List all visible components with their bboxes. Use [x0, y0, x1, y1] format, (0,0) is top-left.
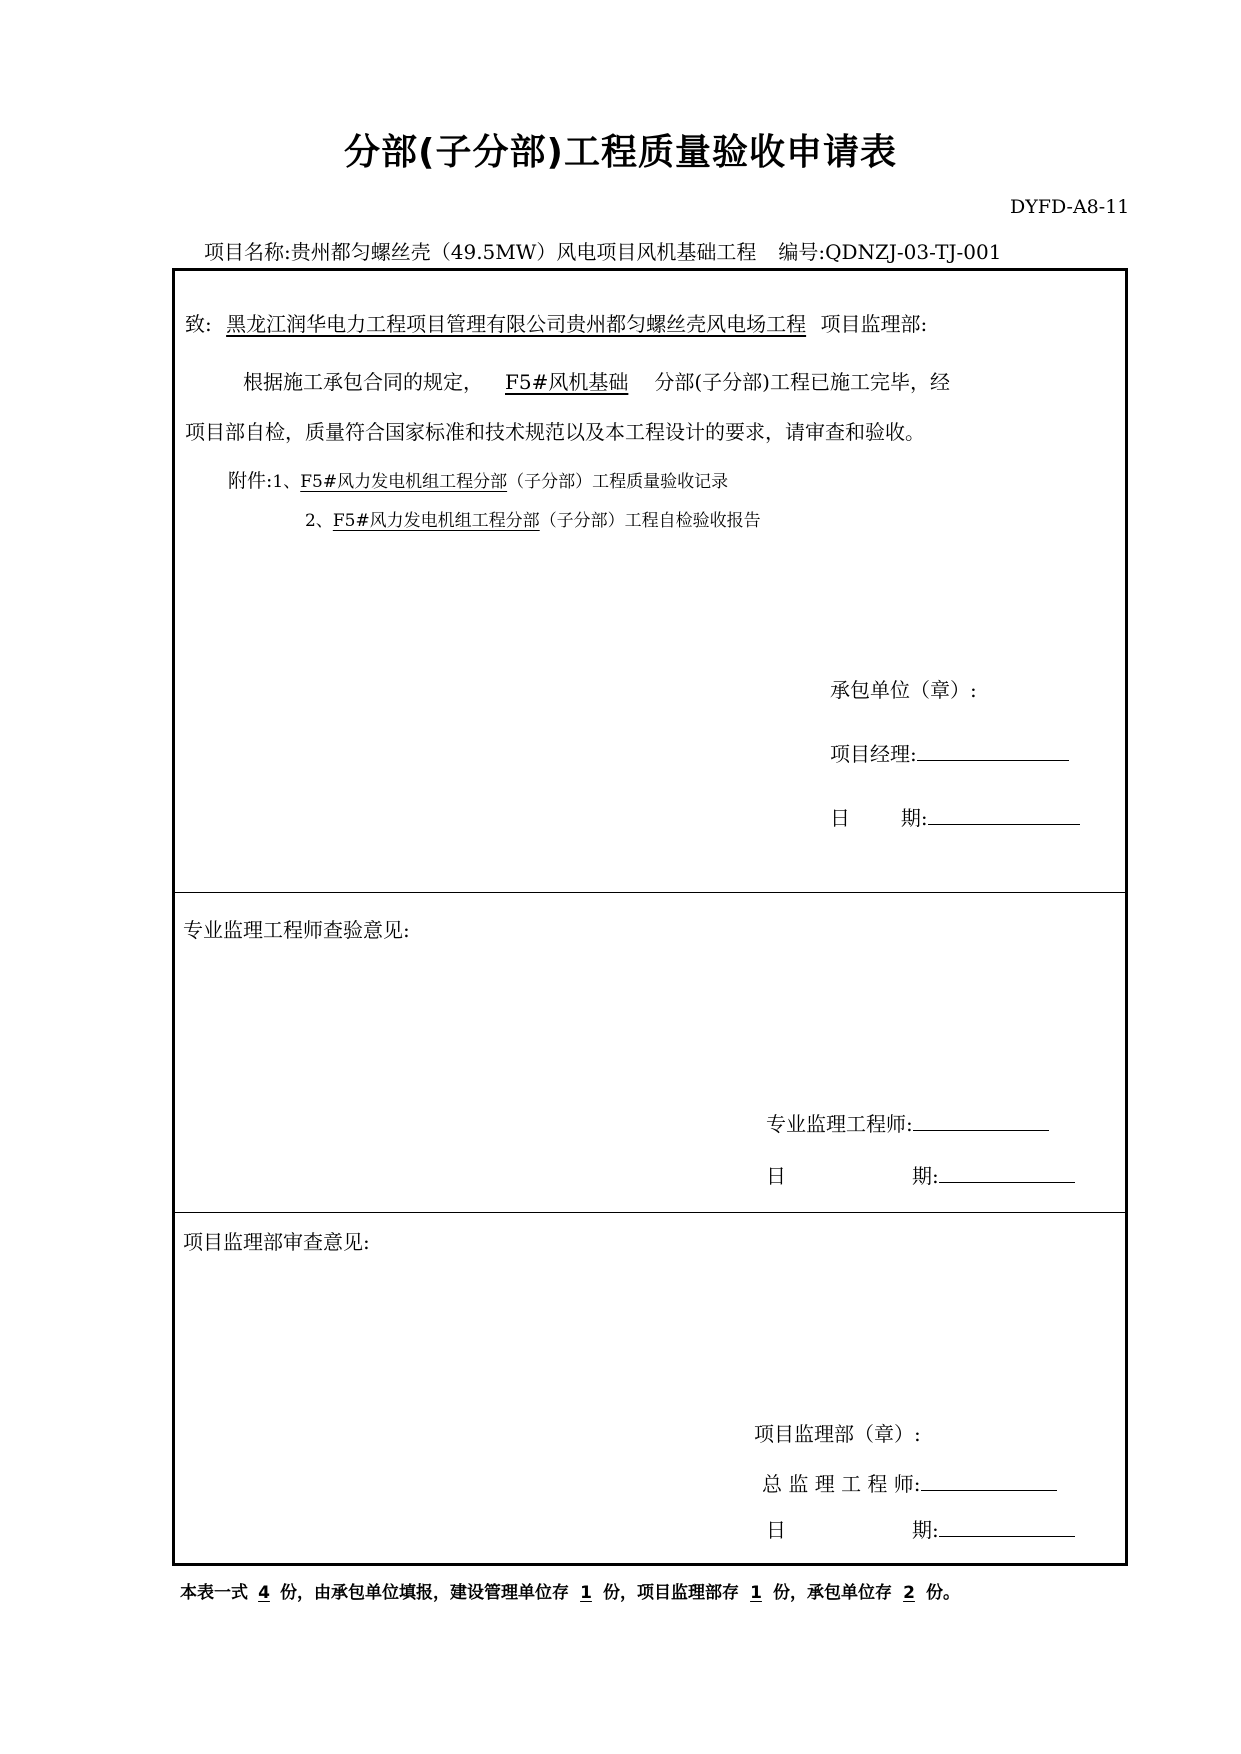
paragraph-text: 分部(子分部)工程已施工完毕，经 [654, 370, 950, 394]
supervision-seal-label: 项目监理部（章）: [754, 1422, 921, 1446]
chief-engineer-row [762, 1468, 1057, 1497]
manager-signature-field[interactable] [917, 740, 1069, 761]
paragraph-text: 根据施工承包合同的规定， [243, 370, 483, 394]
application-paragraph-line1 [243, 366, 950, 395]
sub-project-name: F5#风机基础 [505, 370, 629, 394]
recipient-name: 黑龙江润华电力工程项目管理有限公司贵州都匀螺丝壳风电场工程 [226, 312, 807, 336]
supervision-date-field[interactable] [939, 1516, 1075, 1537]
footer-text: 份。 [926, 1583, 960, 1603]
application-paragraph-line2: 项目部自检，质量符合国家标准和技术规范以及本工程设计的要求，请审查和验收。 [185, 420, 925, 444]
date-label: 日 期: [830, 806, 928, 830]
recipient-suffix: 项目监理部: [820, 312, 928, 336]
copies-contractor: 2 [903, 1583, 915, 1603]
form-title: 分部(子分部)工程质量验收申请表 [344, 132, 897, 173]
manager-label: 项目经理: [830, 742, 917, 766]
chief-engineer-signature-field[interactable] [921, 1470, 1057, 1491]
date-label-left: 日 [766, 1164, 786, 1188]
manager-signature-row [830, 738, 1069, 767]
engineer-section-heading: 专业监理工程师查验意见: [183, 918, 410, 942]
attachment-2 [305, 506, 761, 531]
recipient-line [185, 308, 927, 337]
copies-supervision: 1 [750, 1583, 762, 1603]
copies-total: 4 [258, 1583, 270, 1603]
engineer-date-row [766, 1160, 1075, 1189]
to-label: 致: [185, 312, 212, 336]
section-divider [175, 892, 1125, 893]
engineer-signature-row [766, 1108, 1049, 1137]
attachment-number: 1、 [272, 472, 301, 492]
footer-text: 份，由承包单位填报，建设管理单位存 [280, 1583, 569, 1603]
copies-owner: 1 [580, 1583, 592, 1603]
chief-engineer-label: 总 监 理 工 程 师: [762, 1472, 921, 1496]
section-divider [175, 1212, 1125, 1213]
attachment-number: 2、 [305, 511, 333, 531]
attachment-1 [228, 466, 728, 493]
engineer-signature-field[interactable] [913, 1110, 1049, 1131]
application-date-field[interactable] [928, 804, 1080, 825]
contractor-seal-label: 承包单位（章）: [830, 678, 977, 702]
project-number-value: QDNZJ-03-TJ-001 [825, 240, 1002, 264]
project-line [204, 236, 1001, 265]
attachment-rest: （子分部）工程自检验收报告 [539, 511, 761, 531]
supervision-section-heading: 项目监理部审查意见: [183, 1230, 370, 1254]
distribution-note [180, 1578, 960, 1603]
date-label-right: 期: [912, 1518, 939, 1542]
attachment-title: F5#风力发电机组工程分部 [332, 511, 540, 531]
engineer-date-field[interactable] [939, 1162, 1075, 1183]
footer-text: 本表一式 [180, 1583, 248, 1603]
application-date-row [830, 802, 1080, 831]
footer-text: 份，项目监理部存 [603, 1583, 739, 1603]
date-label-left: 日 [766, 1518, 786, 1542]
engineer-label: 专业监理工程师: [766, 1112, 913, 1136]
project-name-label: 项目名称: [204, 240, 291, 264]
footer-text: 份，承包单位存 [773, 1583, 892, 1603]
attachment-rest: （子分部）工程质量验收记录 [507, 472, 729, 492]
supervision-date-row [766, 1514, 1075, 1543]
project-name-value: 贵州都匀螺丝壳（49.5MW）风电项目风机基础工程 [290, 240, 757, 264]
attachment-title: F5#风力发电机组工程分部 [300, 472, 508, 492]
project-number-label: 编号: [778, 240, 826, 264]
form-code: DYFD-A8-11 [1010, 196, 1130, 218]
attachments-label: 附件: [228, 470, 273, 492]
date-label-right: 期: [912, 1164, 939, 1188]
